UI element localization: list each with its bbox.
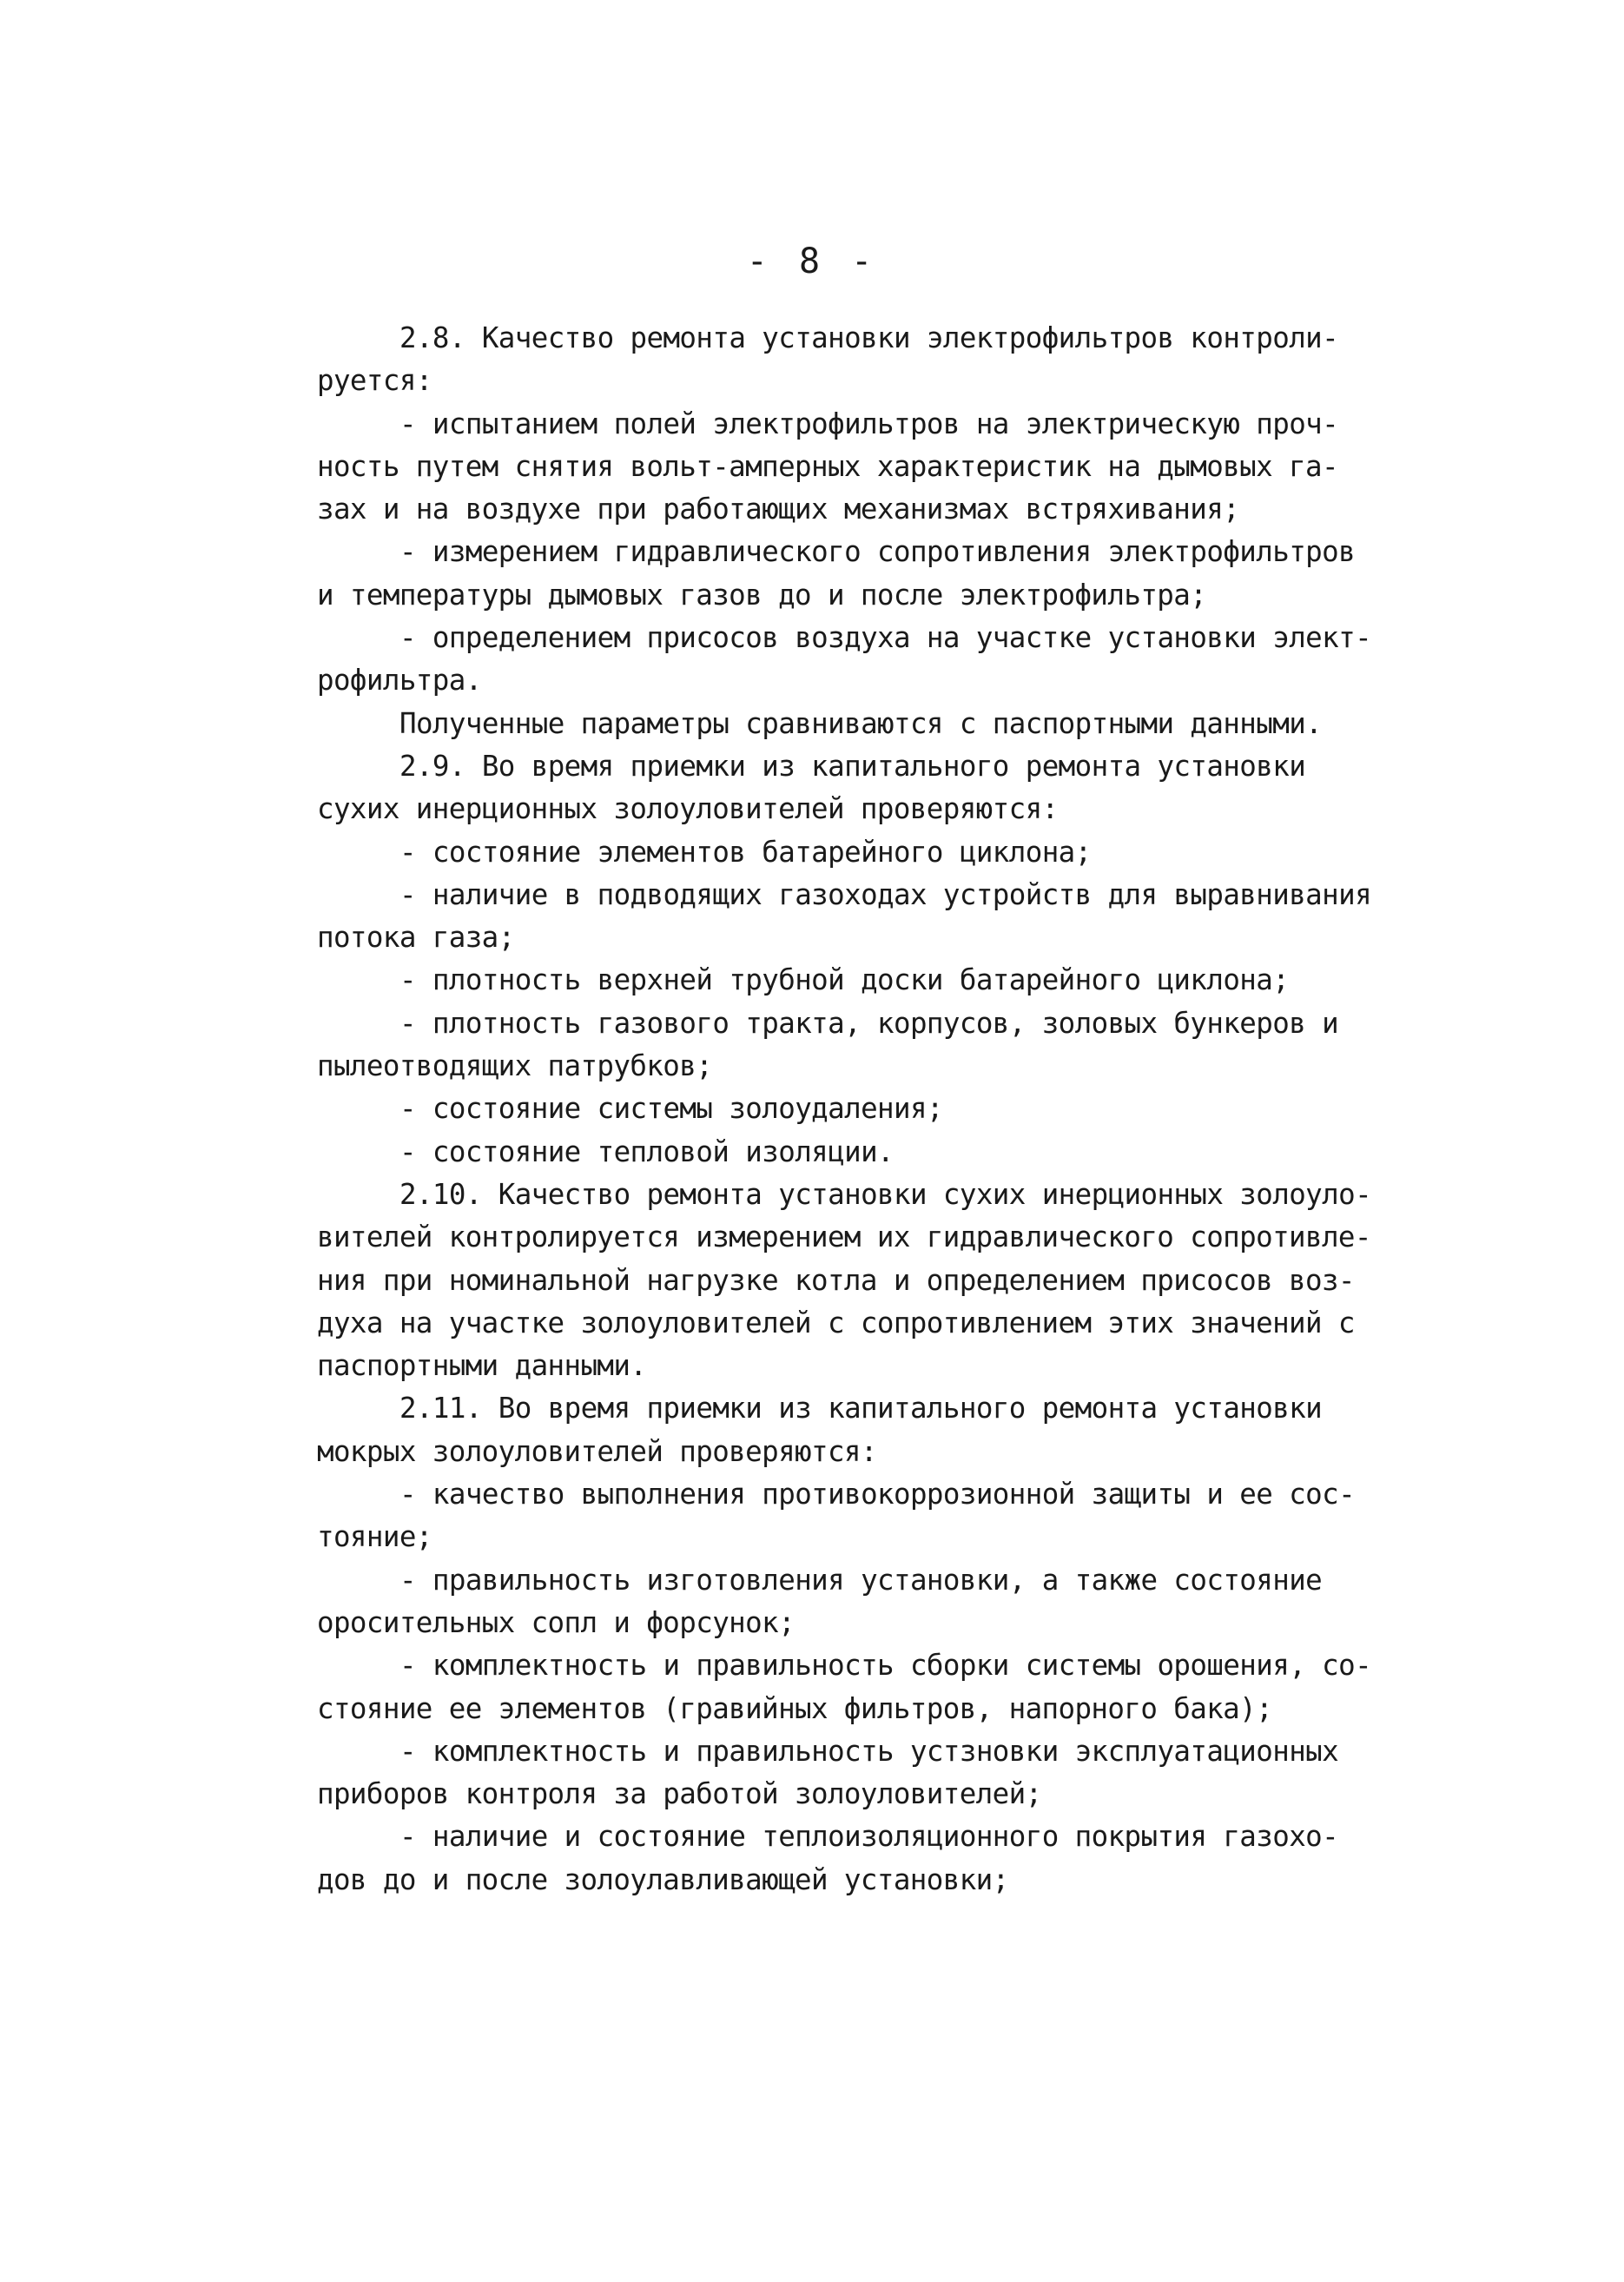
text-line: вителей контролируется измерением их гидравлического сопротивле- [317,1220,1371,1254]
text-line: - комплектность и правильность сборки системы орошения, со- [399,1649,1372,1683]
text-line: зах и на воздухе при работающих механизмах встряхивания; [317,493,1240,526]
text-line: 2.10. Качество ремонта установки сухих инерционных золоуло- [399,1177,1372,1211]
text-line: мокрых золоуловителей проверяются: [317,1434,877,1468]
text-line: ность путем снятия вольт-амперных характеристик на дымовых га- [317,449,1338,483]
text-line: - правильность изготовления установки, а также состояние [399,1563,1323,1597]
text-line: руется: [317,364,432,398]
text-line: рофильтра. [317,664,482,698]
text-line: приборов контроля за работой золоуловителей; [317,1777,1042,1811]
text-line: - состояние тепловой изоляции. [399,1134,894,1168]
text-line: потока газа; [317,921,515,955]
text-line: - плотность верхней трубной доски батарейного циклона; [399,963,1290,997]
text-line: - измерением гидравлического сопротивления электрофильтров [399,535,1356,569]
text-line: стояние ее элементов (гравийных фильтров, напорного бака); [317,1691,1273,1725]
text-line: Полученные параметры сравниваются с паспортными данными. [399,706,1323,740]
text-line: ния при номинальной нагрузке котла и определением присосов воз- [317,1263,1355,1297]
text-line: сухих инерционных золоуловителей проверяются: [317,792,1059,826]
text-line: 2.8. Качество ремонта установки электрофильтров контроли- [399,321,1339,354]
page-number: - 8 - [746,241,878,281]
text-line: дов до и после золоулавливающей установки; [317,1862,1009,1896]
text-line: паспортными данными. [317,1349,647,1383]
body-text [317,317,1446,1902]
text-line: - состояние элементов батарейного циклона; [399,835,1092,869]
text-line: тояние; [317,1520,432,1554]
text-line: пылеотводящих патрубков; [317,1049,713,1083]
text-line: - состояние системы золоудаления; [399,1092,943,1126]
text-line: - наличие и состояние теплоизоляционного покрытия газохо- [399,1820,1339,1854]
text-line: - комплектность и правильность устзновки эксплуатационных [399,1734,1339,1768]
text-line: духа на участке золоуловителей с сопротивлением этих значений с [317,1306,1355,1339]
text-line: и температуры дымовых газов до и после электрофильтра; [317,578,1207,612]
text-line: - плотность газового тракта, корпусов, золовых бункеров и [399,1006,1339,1040]
text-line: 2.9. Во время приемки из капитального ремонта установки [399,749,1306,783]
text-line: - наличие в подводящих газоходах устройств для выравнивания [399,877,1372,911]
text-line: - испытанием полей электрофильтров на электрическую проч- [399,407,1339,440]
text-line: 2.11. Во время приемки из капитального ремонта установки [399,1392,1323,1425]
text-line: - качество выполнения противокоррозионной защиты и ее сос- [399,1478,1356,1511]
text-line: оросительных сопл и форсунок; [317,1605,795,1639]
text-line: - определением присосов воздуха на участке установки элект- [399,621,1372,655]
